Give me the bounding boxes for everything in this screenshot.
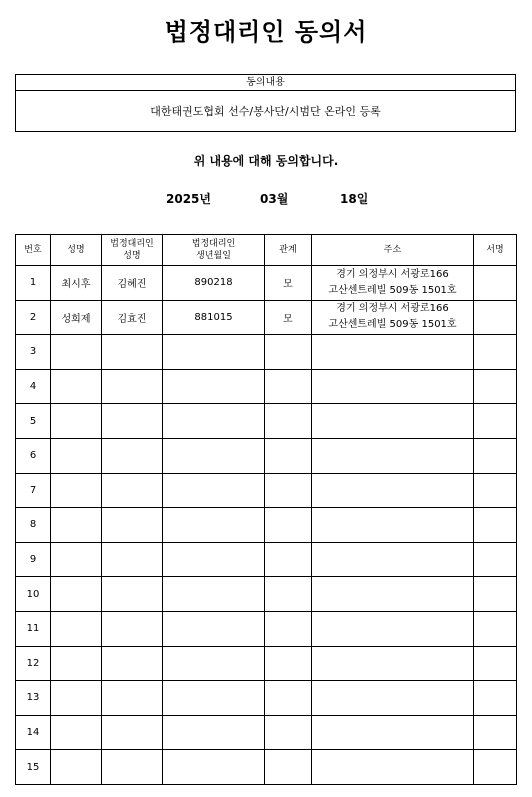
- cell-no: 9: [16, 542, 51, 577]
- cell-guardian-name: [102, 646, 163, 681]
- cell-relation: [265, 335, 312, 370]
- table-row: [16, 404, 517, 439]
- header-guardian-name-line2: 성명: [123, 251, 141, 261]
- address-line2: 고산센트레빌 509동 1501호: [328, 284, 457, 296]
- table-row: [16, 438, 517, 473]
- header-no: 번호: [16, 235, 51, 266]
- table-row: [16, 646, 517, 681]
- cell-name: [51, 438, 102, 473]
- header-guardian-birth: [163, 235, 265, 266]
- consent-header: 동의내용: [16, 75, 515, 91]
- cell-name: [51, 404, 102, 439]
- address-line1: 경기 의정부시 서광로166: [336, 268, 449, 280]
- header-guardian-birth-line1: 법정대리인: [191, 239, 236, 249]
- cell-sign: [474, 646, 517, 681]
- cell-guardian-name: [102, 438, 163, 473]
- table-row: [16, 266, 517, 301]
- table-row: [16, 611, 517, 646]
- cell-address: [312, 438, 474, 473]
- cell-guardian-name: [102, 750, 163, 785]
- cell-guardian-birth: [163, 611, 265, 646]
- header-relation: 관계: [265, 235, 312, 266]
- cell-name: [51, 473, 102, 508]
- cell-guardian-birth: [163, 335, 265, 370]
- cell-address: [312, 646, 474, 681]
- date-year: 2025년: [166, 192, 211, 206]
- consent-body: 대한태권도협회 선수/봉사단/시범단 온라인 등록: [150, 105, 381, 118]
- table-row: [16, 542, 517, 577]
- cell-no: 1: [16, 266, 51, 301]
- cell-address: [312, 542, 474, 577]
- cell-sign: [474, 300, 517, 335]
- cell-address: [312, 508, 474, 543]
- header-name: 성명: [51, 235, 102, 266]
- table-row: [16, 715, 517, 750]
- cell-guardian-name: [102, 542, 163, 577]
- date-month: 03월: [260, 192, 289, 206]
- cell-address: [312, 369, 474, 404]
- cell-guardian-birth: [163, 715, 265, 750]
- cell-guardian-name: [102, 577, 163, 612]
- cell-guardian-name: [102, 369, 163, 404]
- cell-no: 7: [16, 473, 51, 508]
- cell-relation: [265, 473, 312, 508]
- cell-no: 15: [16, 750, 51, 785]
- cell-address: [312, 473, 474, 508]
- cell-sign: [474, 404, 517, 439]
- cell-relation: [265, 404, 312, 439]
- cell-no: 8: [16, 508, 51, 543]
- header-guardian-birth-line2: 생년월일: [196, 251, 231, 261]
- cell-sign: [474, 611, 517, 646]
- table-row: [16, 300, 517, 335]
- consent-box: [15, 74, 516, 132]
- cell-no: 3: [16, 335, 51, 370]
- cell-sign: [474, 750, 517, 785]
- cell-name: 최시후: [51, 266, 102, 301]
- cell-name: [51, 577, 102, 612]
- cell-address: [312, 750, 474, 785]
- cell-name: [51, 611, 102, 646]
- cell-no: 5: [16, 404, 51, 439]
- table-row: [16, 335, 517, 370]
- cell-guardian-birth: 881015: [163, 300, 265, 335]
- cell-sign: [474, 681, 517, 716]
- cell-guardian-birth: [163, 473, 265, 508]
- cell-guardian-birth: [163, 646, 265, 681]
- cell-guardian-birth: [163, 750, 265, 785]
- cell-address: [312, 266, 474, 301]
- cell-relation: [265, 611, 312, 646]
- cell-sign: [474, 508, 517, 543]
- header-address: 주소: [312, 235, 474, 266]
- table-row: [16, 473, 517, 508]
- cell-no: 10: [16, 577, 51, 612]
- table-header-row: [16, 235, 517, 266]
- cell-relation: [265, 542, 312, 577]
- cell-guardian-birth: [163, 404, 265, 439]
- cell-sign: [474, 438, 517, 473]
- cell-guardian-birth: [163, 508, 265, 543]
- cell-no: 13: [16, 681, 51, 716]
- cell-address: [312, 611, 474, 646]
- cell-name: [51, 750, 102, 785]
- cell-address: [312, 335, 474, 370]
- cell-address: [312, 715, 474, 750]
- cell-guardian-name: [102, 681, 163, 716]
- header-guardian-name-line1: 법정대리인: [110, 239, 154, 249]
- cell-guardian-birth: [163, 369, 265, 404]
- cell-guardian-birth: [163, 681, 265, 716]
- cell-guardian-name: [102, 473, 163, 508]
- cell-guardian-birth: 890218: [163, 266, 265, 301]
- cell-sign: [474, 542, 517, 577]
- cell-relation: [265, 646, 312, 681]
- cell-name: [51, 335, 102, 370]
- cell-relation: [265, 715, 312, 750]
- cell-address: [312, 577, 474, 612]
- cell-guardian-name: [102, 335, 163, 370]
- cell-relation: 모: [265, 300, 312, 335]
- cell-relation: [265, 369, 312, 404]
- table-row: [16, 750, 517, 785]
- cell-sign: [474, 715, 517, 750]
- cell-name: 성희제: [51, 300, 102, 335]
- address-line2: 고산센트레빌 509동 1501호: [328, 319, 457, 331]
- cell-sign: [474, 335, 517, 370]
- cell-sign: [474, 369, 517, 404]
- cell-guardian-name: [102, 404, 163, 439]
- address-line1: 경기 의정부시 서광로166: [336, 303, 449, 315]
- cell-name: [51, 646, 102, 681]
- cell-no: 4: [16, 369, 51, 404]
- cell-guardian-birth: [163, 577, 265, 612]
- cell-name: [51, 542, 102, 577]
- table-row: [16, 508, 517, 543]
- cell-relation: [265, 577, 312, 612]
- cell-guardian-birth: [163, 438, 265, 473]
- table-row: [16, 681, 517, 716]
- cell-no: 12: [16, 646, 51, 681]
- date-day: 18일: [340, 192, 369, 206]
- cell-relation: 모: [265, 266, 312, 301]
- cell-relation: [265, 750, 312, 785]
- cell-no: 14: [16, 715, 51, 750]
- cell-relation: [265, 438, 312, 473]
- cell-address: [312, 681, 474, 716]
- cell-address: [312, 300, 474, 335]
- cell-guardian-name: 김효진: [102, 300, 163, 335]
- cell-name: [51, 715, 102, 750]
- guardian-table: [15, 234, 517, 785]
- cell-name: [51, 508, 102, 543]
- cell-no: 11: [16, 611, 51, 646]
- table-row: [16, 577, 517, 612]
- cell-no: 2: [16, 300, 51, 335]
- document-title: 법정대리인 동의서: [164, 18, 368, 46]
- cell-guardian-name: [102, 715, 163, 750]
- cell-guardian-name: [102, 508, 163, 543]
- cell-sign: [474, 577, 517, 612]
- cell-sign: [474, 266, 517, 301]
- cell-name: [51, 681, 102, 716]
- table-row: [16, 369, 517, 404]
- agreement-statement: 위 내용에 대해 동의합니다.: [193, 154, 339, 168]
- cell-guardian-name: 김혜진: [102, 266, 163, 301]
- cell-sign: [474, 473, 517, 508]
- cell-no: 6: [16, 438, 51, 473]
- cell-address: [312, 404, 474, 439]
- cell-guardian-birth: [163, 542, 265, 577]
- cell-relation: [265, 681, 312, 716]
- cell-name: [51, 369, 102, 404]
- header-guardian-name: [102, 235, 163, 266]
- header-sign: 서명: [474, 235, 517, 266]
- cell-guardian-name: [102, 611, 163, 646]
- cell-relation: [265, 508, 312, 543]
